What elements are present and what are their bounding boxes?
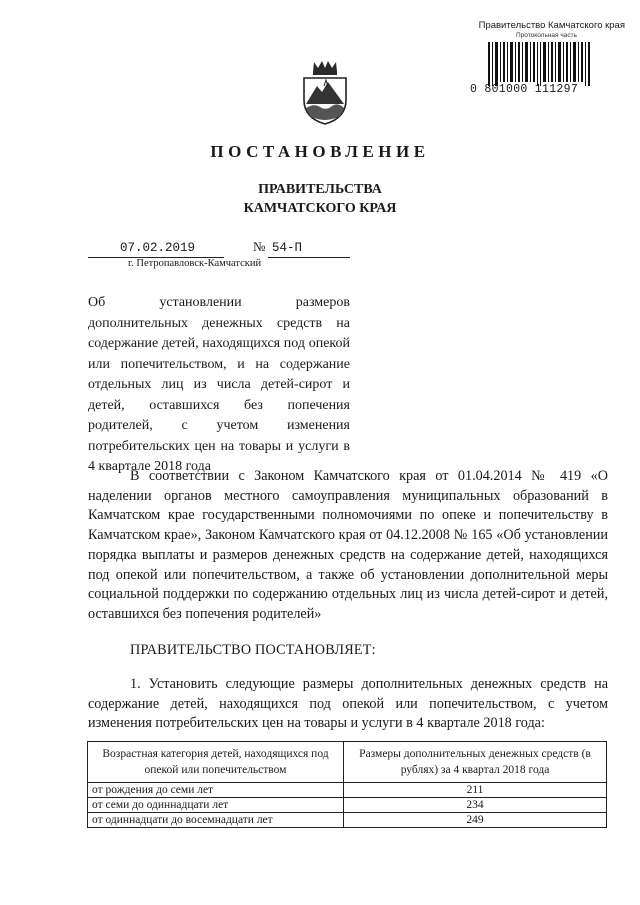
table-cell-category: от рождения до семи лет	[88, 783, 344, 798]
header-org: Правительство Камчатского края	[478, 20, 625, 31]
allowance-table	[87, 741, 607, 828]
header-copy-note: Протокольная часть	[516, 32, 577, 39]
table-cell-amount: 234	[344, 798, 607, 813]
table-row	[88, 813, 607, 828]
issuer-line-2: КАМЧАТСКОГО КРАЯ	[243, 201, 397, 216]
table-cell-amount: 211	[344, 783, 607, 798]
coat-of-arms-icon	[300, 58, 350, 126]
document-city: г. Петропавловск-Камчатский	[128, 258, 262, 269]
table-header-category: Возрастная категория детей, находящихся под опекой или попечительством	[88, 742, 344, 783]
table-header-amount: Размеры дополнительных денежных средств (в рублях) за 4 квартал 2018 года	[344, 742, 607, 783]
decree-heading: ПРАВИТЕЛЬСТВО ПОСТАНОВЛЯЕТ:	[130, 642, 376, 658]
table-cell-category: от семи до одиннадцати лет	[88, 798, 344, 813]
table-cell-category: от одиннадцати до восемнадцати лет	[88, 813, 344, 828]
table-row	[88, 783, 607, 798]
table-row	[88, 798, 607, 813]
issuer-line-1: ПРАВИТЕЛЬСТВА	[258, 182, 382, 197]
document-subject: Об установлении размеров дополнительных денежных средств на содержание детей, находящихся под опекой или попечительством, и на содержание отдельных лиц из числа детей-сирот и детей, оставшихся без попечения родителей, с учетом изменения потребительских цен на товары и услуги в 4 квартале 2018 года	[88, 295, 350, 474]
header-stamp	[420, 20, 625, 39]
document-date: 07.02.2019	[120, 241, 196, 255]
document-title: ПОСТАНОВЛЕНИЕ	[210, 142, 430, 161]
document-issuer	[0, 180, 640, 218]
table-header-row	[88, 742, 607, 783]
number-underline	[268, 257, 350, 258]
barcode-number: 0 801000 111297	[470, 83, 579, 96]
document-number: 54-П	[272, 241, 303, 255]
number-sign: №	[253, 239, 266, 254]
table-cell-amount: 249	[344, 813, 607, 828]
preamble-paragraph: В соответствии с Законом Камчатского края от 01.04.2014 № 419 «О наделении органов местного самоуправления муниципальных образований в Камчатском крае государственными полномочиями по опеке и попечительству в Камчатском крае», Законом Камчатского края от 04.12.2008 № 165 «Об установлении порядка выплаты и размеров денежных средств на содержание детей, находящихся под опекой или попечительством, а также об установлении дополнительной меры социальной поддержки по содержанию отдельных лиц из числа детей-сирот и детей, оставшихся без попечения родителей»	[88, 468, 608, 622]
barcode-icon	[488, 42, 593, 88]
item-1-paragraph: 1. Установить следующие размеры дополнительных денежных средств на содержание детей, находящихся под опекой или попечительством, с учетом изменения потребительских цен на товары и услуги в 4 квартале 2018 года:	[88, 676, 608, 732]
